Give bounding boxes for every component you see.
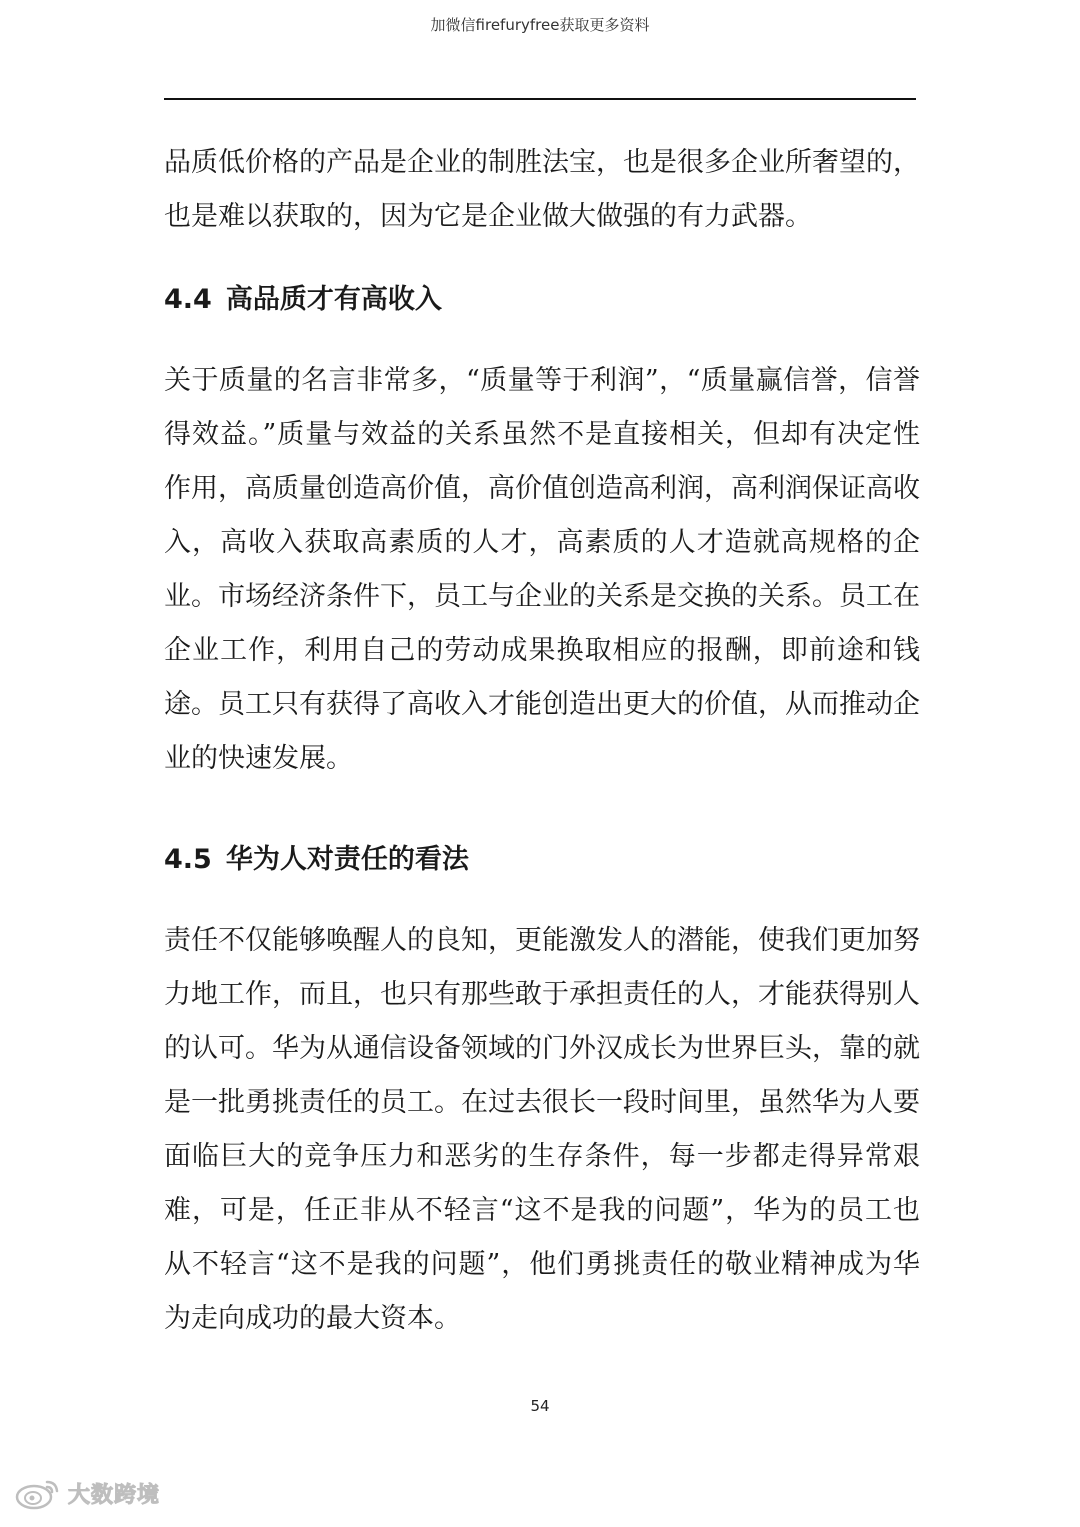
section-number: 4.4 [164,284,212,315]
section-heading-4-4 [164,280,920,320]
watermark [14,1476,160,1510]
page-number: 54 [530,1397,550,1415]
header-divider [164,98,916,100]
section-4-5-paragraph: 责任不仅能够唤醒人的良知，更能激发人的潜能，使我们更加努力地工作，而且，也只有那些敢于承担责任的人，才能获得别人的认可。华为从通信设备领域的门外汉成长为世界巨头，靠的就是一批勇挑责任的员工。在过去很长一段时间里，虽然华为人要面临巨大的竞争压力和恶劣的生存条件，每一步都走得异常艰难，可是，任正非从不轻言“这不是我的问题”，华为的员工也从不轻言“这不是我的问题”，他们勇挑责任的敬业精神成为华为走向成功的最大资本。 [164,925,920,1334]
section-title: 华为人对责任的看法 [225,844,469,875]
weibo-logo-icon [14,1476,62,1510]
section-number: 4.5 [164,844,212,875]
page-header-text: 加微信firefuryfree获取更多资料 [430,16,650,34]
section-title: 高品质才有高收入 [225,284,442,315]
watermark-text: 大数跨境 [68,1482,161,1508]
section-4-4-paragraph: 关于质量的名言非常多，“质量等于利润”，“质量赢信誉，信誉得效益。”质量与效益的关系虽然不是直接相关，但却有决定性作用，高质量创造高价值，高价值创造高利润，高利润保证高收入，高收入获取高素质的人才，高素质的人才造就高规格的企业。市场经济条件下，员工与企业的关系是交换的关系。员工在企业工作，利用自己的劳动成果换取相应的报酬，即前途和钱途。员工只有获得了高收入才能创造出更大的价值，从而推动企业的快速发展。 [164,365,920,774]
intro-paragraph: 品质低价格的产品是企业的制胜法宝，也是很多企业所奢望的，也是难以获取的，因为它是企业做大做强的有力武器。 [164,147,920,232]
section-heading-4-5 [164,840,920,880]
